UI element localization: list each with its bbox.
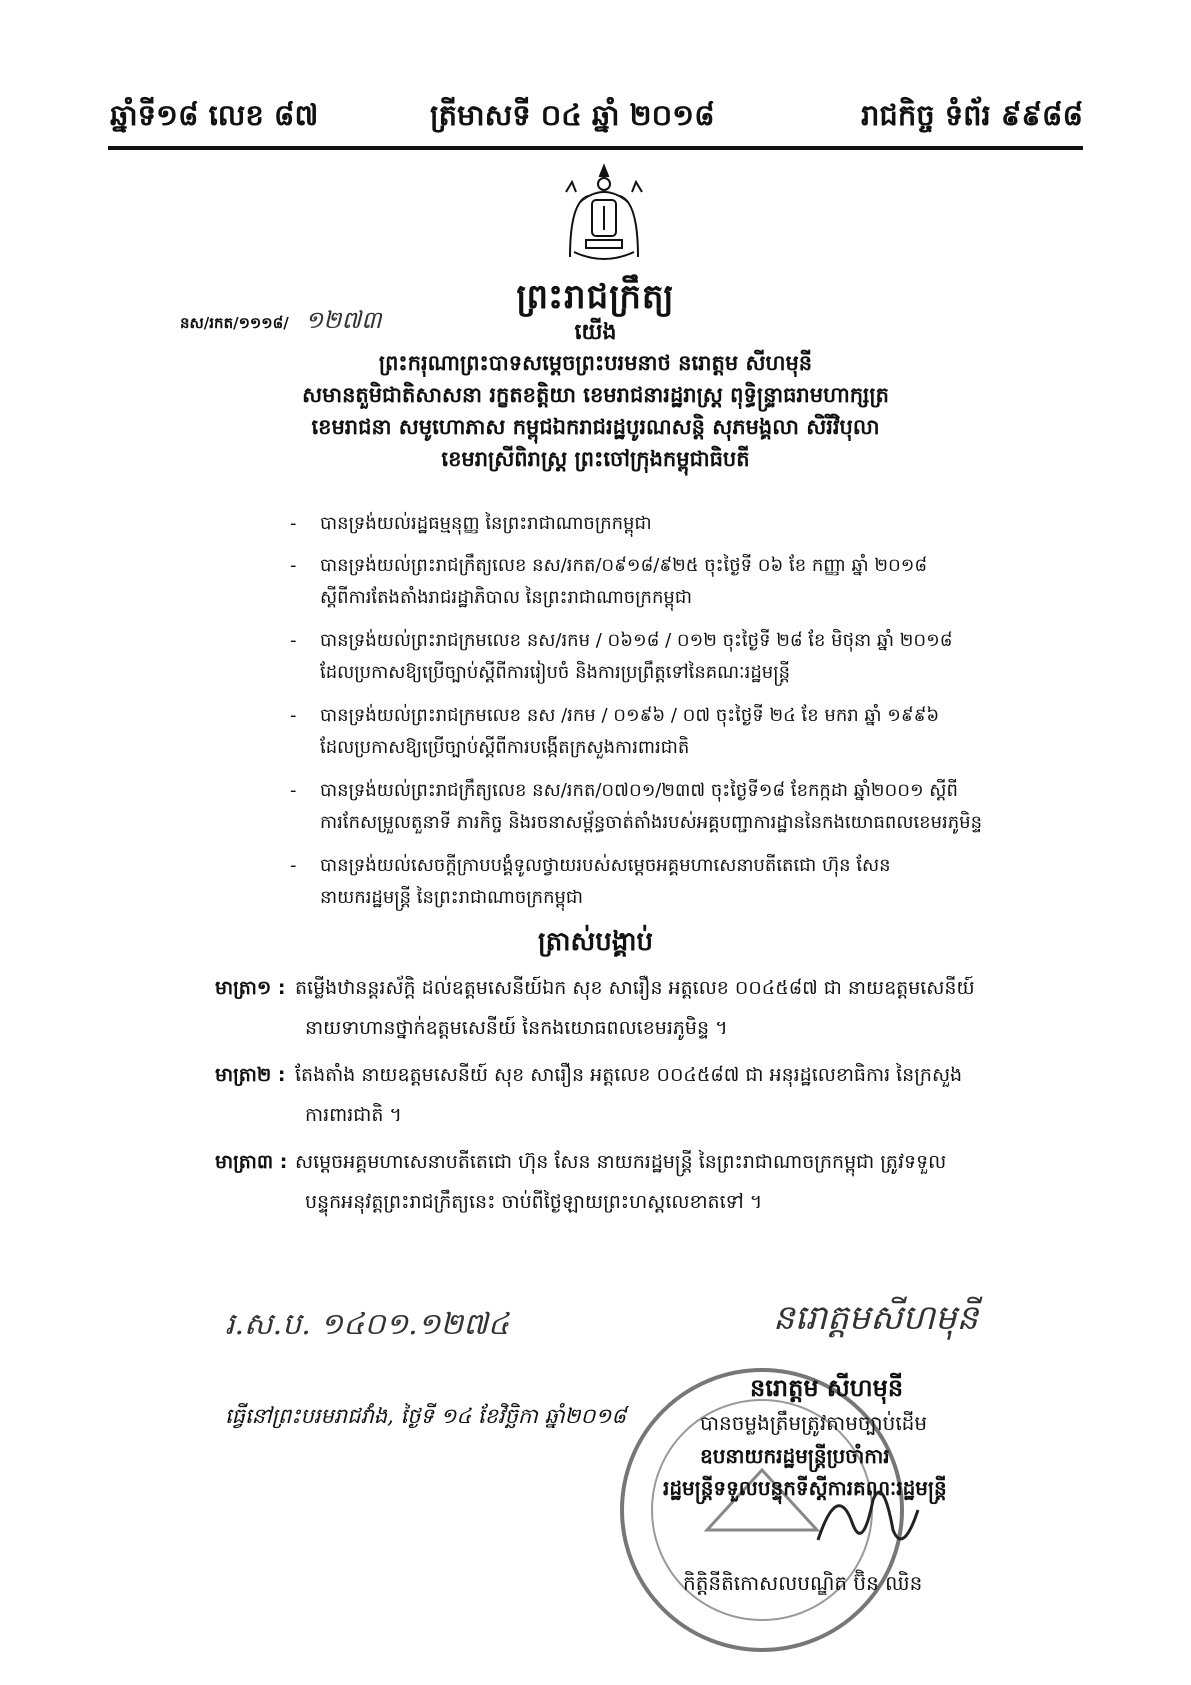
consideration-item: - បានទ្រង់យល់ព្រះរាជក្រឹត្យលេខ នស/រកត/០៧០១/២៣៧ ចុះថ្ងៃទី១៨ ខែកក្កដា ឆ្នាំ២០០១ ស្តីពី ការកែសម្រួលតួនាទី ភារកិច្ច និងរចនាសម្ព័ន្ធចាត់តាំងរបស់អគ្គបញ្ជាការដ្ឋាននៃកងយោធពលខេមរភូមិន្ទ [300, 775, 1060, 839]
signer-role: ឧបនាយករដ្ឋមន្ត្រីប្រចាំការ [700, 1444, 890, 1468]
article-1 [215, 968, 1045, 1048]
gazette-year-issue: ឆ្នាំទី១៨ លេខ ៨៧ [110, 98, 319, 132]
article-label: មាត្រា១ : [215, 977, 286, 999]
king-title-line-4: ខេមរាស្រីពិរាស្ត្រ ព្រះចៅក្រុងកម្ពុជាធិបតី [441, 447, 750, 471]
header-divider [108, 146, 1083, 150]
consideration-line: បានទ្រង់យល់ព្រះរាជក្រឹត្យលេខ នស/រកត/០៩១៨/៩២៥ ចុះថ្ងៃទី ០៦ ខែ កញ្ញា ឆ្នាំ ២០១៨ [320, 555, 928, 576]
reference-number: នស/រកត/១១១៨/ [180, 314, 289, 332]
consideration-item: - បានទ្រង់យល់ព្រះរាជក្រមលេខ នស /រកម / ០១៩៦ / ០៧ ចុះថ្ងៃទី ២៤ ខែ មករា ឆ្នាំ ១៩៩៦ ដែលប្រកាសឱ្យប្រើច្បាប់ស្តីពីការបង្កើតក្រសួងការពារជាតិ [300, 700, 1060, 764]
article-line: តែងតាំង នាយឧត្តមសេនីយ៍ សុខ សារឿន អត្តលេខ ០០៤៥៨៧ ជា អនុរដ្ឋលេខាធិការ នៃក្រសួង [295, 1064, 963, 1086]
article-2 [215, 1055, 1045, 1135]
consideration-line: ស្តីពីការតែងតាំងរាជរដ្ឋាភិបាល នៃព្រះរាជាណាចក្រកម្ពុជា [320, 587, 692, 608]
consideration-line: នាយករដ្ឋមន្ត្រី នៃព្រះរាជាណាចក្រកម្ពុជា [320, 887, 584, 908]
place-and-date: ធ្វើនៅព្រះបរមរាជវាំង, ថ្ងៃទី ១៤ ខែវិច្ឆិកា ឆ្នាំ២០១៨ [225, 1404, 627, 1428]
article-label: មាត្រា៣ : [215, 1151, 288, 1173]
registration-date-handwritten: រ.ស.ប. ១៤០១.១២៧៤ [225, 1307, 509, 1342]
consideration-line: បានទ្រង់យល់សេចក្តីក្រាបបង្គំទូលថ្វាយរបស់សម្តេចអគ្គមហាសេនាបតីតេជោ ហ៊ុន សែន [320, 855, 891, 876]
article-line: ការពារជាតិ ។ [305, 1104, 402, 1126]
consideration-line: ដែលប្រកាសឱ្យប្រើច្បាប់ស្តីពីការរៀបចំ និងការប្រព្រឹត្តទៅនៃគណៈរដ្ឋមន្ត្រី [320, 662, 791, 683]
consideration-line: បានទ្រង់យល់ព្រះរាជក្រមលេខ នស /រកម / ០១៩៦ / ០៧ ចុះថ្ងៃទី ២៤ ខែ មករា ឆ្នាំ ១៩៩៦ [320, 705, 940, 726]
signer-name: កិត្តិនីតិកោសលបណ្ឌិត ប៊ិន ឈិន [683, 1571, 923, 1595]
article-line: សម្តេចអគ្គមហាសេនាបតីតេជោ ហ៊ុន សែន នាយករដ្ឋមន្ត្រី នៃព្រះរាជាណាចក្រកម្ពុជា ត្រូវទទួល [295, 1151, 947, 1173]
article-line: តម្លើងឋានន្តរស័ក្តិ ដល់ឧត្តមសេនីយ៍ឯក សុខ សារឿន អត្តលេខ ០០៤៥៨៧ ជា នាយឧត្តមសេនីយ៍ [295, 977, 975, 999]
article-3 [215, 1142, 1045, 1222]
consideration-item: - បានទ្រង់យល់សេចក្តីក្រាបបង្គំទូលថ្វាយរបស់សម្តេចអគ្គមហាសេនាបតីតេជោ ហ៊ុន សែន នាយករដ្ឋមន្ត្រី នៃព្រះរាជាណាចក្រកម្ពុជា [300, 850, 1060, 914]
consideration-line: ការកែសម្រួលតួនាទី ភារកិច្ច និងរចនាសម្ព័ន្ធចាត់តាំងរបស់អគ្គបញ្ជាការដ្ឋាននៃកងយោធពលខេមរភូមិន្ទ [320, 812, 983, 833]
consideration-line: បានទ្រង់យល់រដ្ឋធម្មនុញ្ញ នៃព្រះរាជាណាចក្រកម្ពុជា [320, 513, 652, 534]
king-title-line-1: ព្រះករុណាព្រះបាទសម្តេចព្រះបរមនាថ នរោត្តម សីហមុនី [378, 351, 813, 375]
king-title-line-3: ខេមរាជនា សមូហោភាស កម្ពុជឯករាជរដ្ឋបូរណសន្តិ សុភមង្គលា សិរីវិបុលា [311, 415, 880, 439]
decree-heading: ត្រាស់បង្គាប់ [537, 927, 654, 957]
we-heading: យើង [574, 320, 617, 345]
signer-role-2: រដ្ឋមន្ត្រីទទួលបន្ទុកទីស្តីការគណៈរដ្ឋមន្ត្រី [663, 1476, 947, 1500]
gazette-page-number: រាជកិច្ច ទំព័រ ៩៩៨៨ [861, 98, 1083, 132]
king-title-line-2: សមានតួមិជាតិសាសនា រក្ខតខត្តិយា ខេមរាជនារដ្ឋរាស្ត្រ ពុទ្ធិន្ទ្រាធរាមហាក្សត្រ [302, 383, 889, 407]
royal-emblem-icon [560, 162, 648, 272]
article-line: នាយទាហានថ្នាក់ឧត្តមសេនីយ៍ នៃកងយោធពលខេមរភូមិន្ទ ។ [305, 1017, 728, 1039]
article-line: បន្ទុកអនុវត្តព្រះរាជក្រឹត្យនេះ ចាប់ពីថ្ងៃឡាយព្រះហស្តលេខាតទៅ ។ [305, 1191, 763, 1213]
consideration-item: - បានទ្រង់យល់ព្រះរាជក្រឹត្យលេខ នស/រកត/០៩១៨/៩២៥ ចុះថ្ងៃទី ០៦ ខែ កញ្ញា ឆ្នាំ ២០១៨ ស្តីពីការតែងតាំងរាជរដ្ឋាភិបាល នៃព្រះរាជាណាចក្រកម្ពុជា [300, 550, 1060, 614]
certified-copy-note: បានចម្លងត្រឹមត្រូវតាមច្បាប់ដើម [700, 1411, 928, 1435]
consideration-line: បានទ្រង់យល់ព្រះរាជក្រមលេខ នស/រកម / ០៦១៨ / ០១២ ចុះថ្ងៃទី ២៨ ខែ មិថុនា ឆ្នាំ ២០១៨ [320, 630, 953, 651]
signature-scribble-icon [808, 1470, 928, 1560]
consideration-line: បានទ្រង់យល់ព្រះរាជក្រឹត្យលេខ នស/រកត/០៧០១/២៣៧ ចុះថ្ងៃទី១៨ ខែកក្កដា ឆ្នាំ២០០១ ស្តីពី [320, 780, 958, 801]
king-name: នរោត្តម សីហមុនី [750, 1374, 904, 1402]
gazette-quarter: ត្រីមាសទី ០៤ ឆ្នាំ ២០១៨ [430, 98, 715, 132]
consideration-item: - បានទ្រង់យល់រដ្ឋធម្មនុញ្ញ នៃព្រះរាជាណាចក្រកម្ពុជា [300, 508, 1060, 540]
royal-signature: នរោត្តមសីហមុនី [773, 1298, 979, 1338]
reference-number-handwritten: ១២៧៣ [305, 306, 382, 334]
article-label: មាត្រា២ : [215, 1064, 286, 1086]
consideration-item: - បានទ្រង់យល់ព្រះរាជក្រមលេខ នស/រកម / ០៦១៨ / ០១២ ចុះថ្ងៃទី ២៨ ខែ មិថុនា ឆ្នាំ ២០១៨ ដែលប្រកាសឱ្យប្រើច្បាប់ស្តីពីការរៀបចំ និងការប្រព្រឹត្តទៅនៃគណៈរដ្ឋមន្ត្រី [300, 625, 1060, 689]
document-title: ព្រះរាជក្រឹត្យ [516, 277, 675, 317]
consideration-line: ដែលប្រកាសឱ្យប្រើច្បាប់ស្តីពីការបង្កើតក្រសួងការពារជាតិ [320, 737, 690, 758]
